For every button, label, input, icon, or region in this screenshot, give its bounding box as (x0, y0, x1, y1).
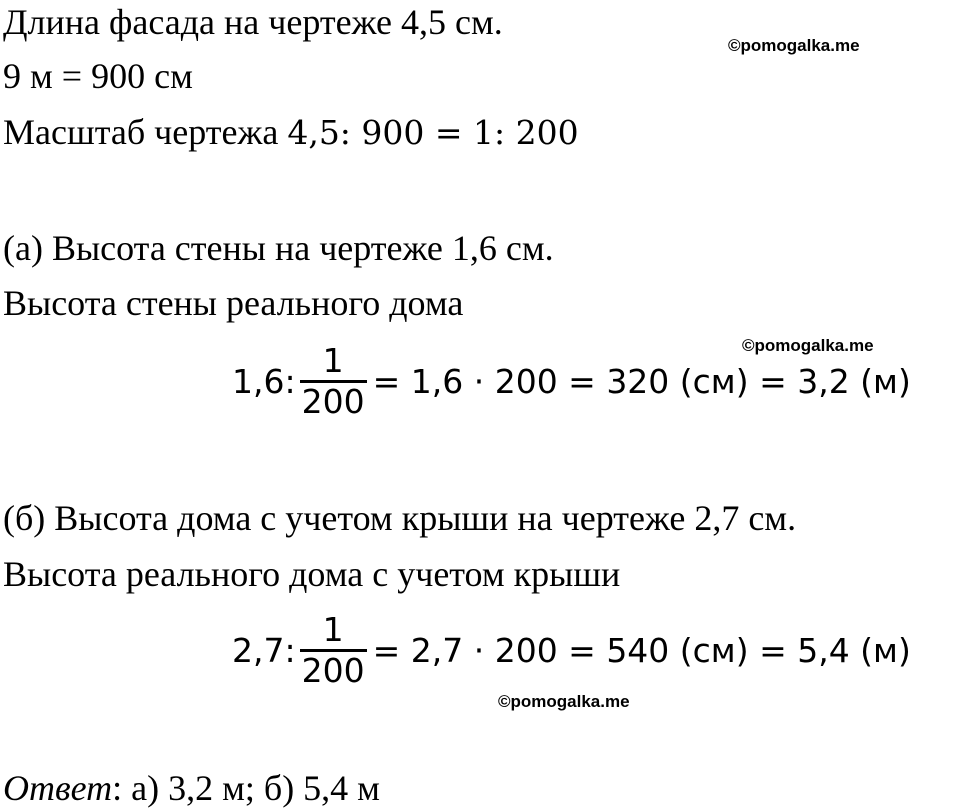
answer-text: : а) 3,2 м; б) 5,4 м (112, 768, 380, 808)
equation-b-right: = 2,7 · 200 = 540 (см) = 5,4 (м) (372, 631, 911, 670)
intro-line-3 (3, 112, 579, 153)
part-b-line-1: (б) Высота дома с учетом крыши на чертеже 2,7 см. (3, 498, 797, 538)
fraction-b (300, 611, 367, 690)
fraction-a (300, 342, 367, 421)
watermark-3: ©pomogalka.me (498, 692, 630, 711)
scale-label: Масштаб чертежа (3, 112, 288, 152)
fraction-a-numerator: 1 (322, 341, 344, 380)
part-b-line-2: Высота реального дома с учетом крыши (3, 554, 621, 594)
intro-line-1: Длина фасада на чертеже 4,5 см. (3, 2, 503, 42)
answer-line (3, 768, 380, 808)
equation-a (232, 342, 911, 421)
fraction-a-denominator: 200 (301, 382, 365, 421)
equation-b-left: 2,7: (232, 631, 296, 670)
fraction-b-numerator: 1 (322, 610, 344, 649)
watermark-2: ©pomogalka.me (742, 336, 874, 355)
equation-a-left: 1,6: (232, 362, 296, 401)
part-a-line-1: (а) Высота стены на чертеже 1,6 см. (3, 228, 554, 268)
watermark-1: ©pomogalka.me (728, 36, 860, 55)
equation-a-right: = 1,6 · 200 = 320 (см) = 3,2 (м) (372, 362, 911, 401)
answer-label: Ответ (3, 768, 113, 808)
intro-line-2: 9 м = 900 см (3, 56, 193, 96)
equation-b (232, 611, 911, 690)
part-a-line-2: Высота стены реального дома (3, 283, 464, 323)
scale-ratio: 4,5: 900 = 1: 200 (287, 113, 579, 152)
fraction-b-denominator: 200 (301, 651, 365, 690)
